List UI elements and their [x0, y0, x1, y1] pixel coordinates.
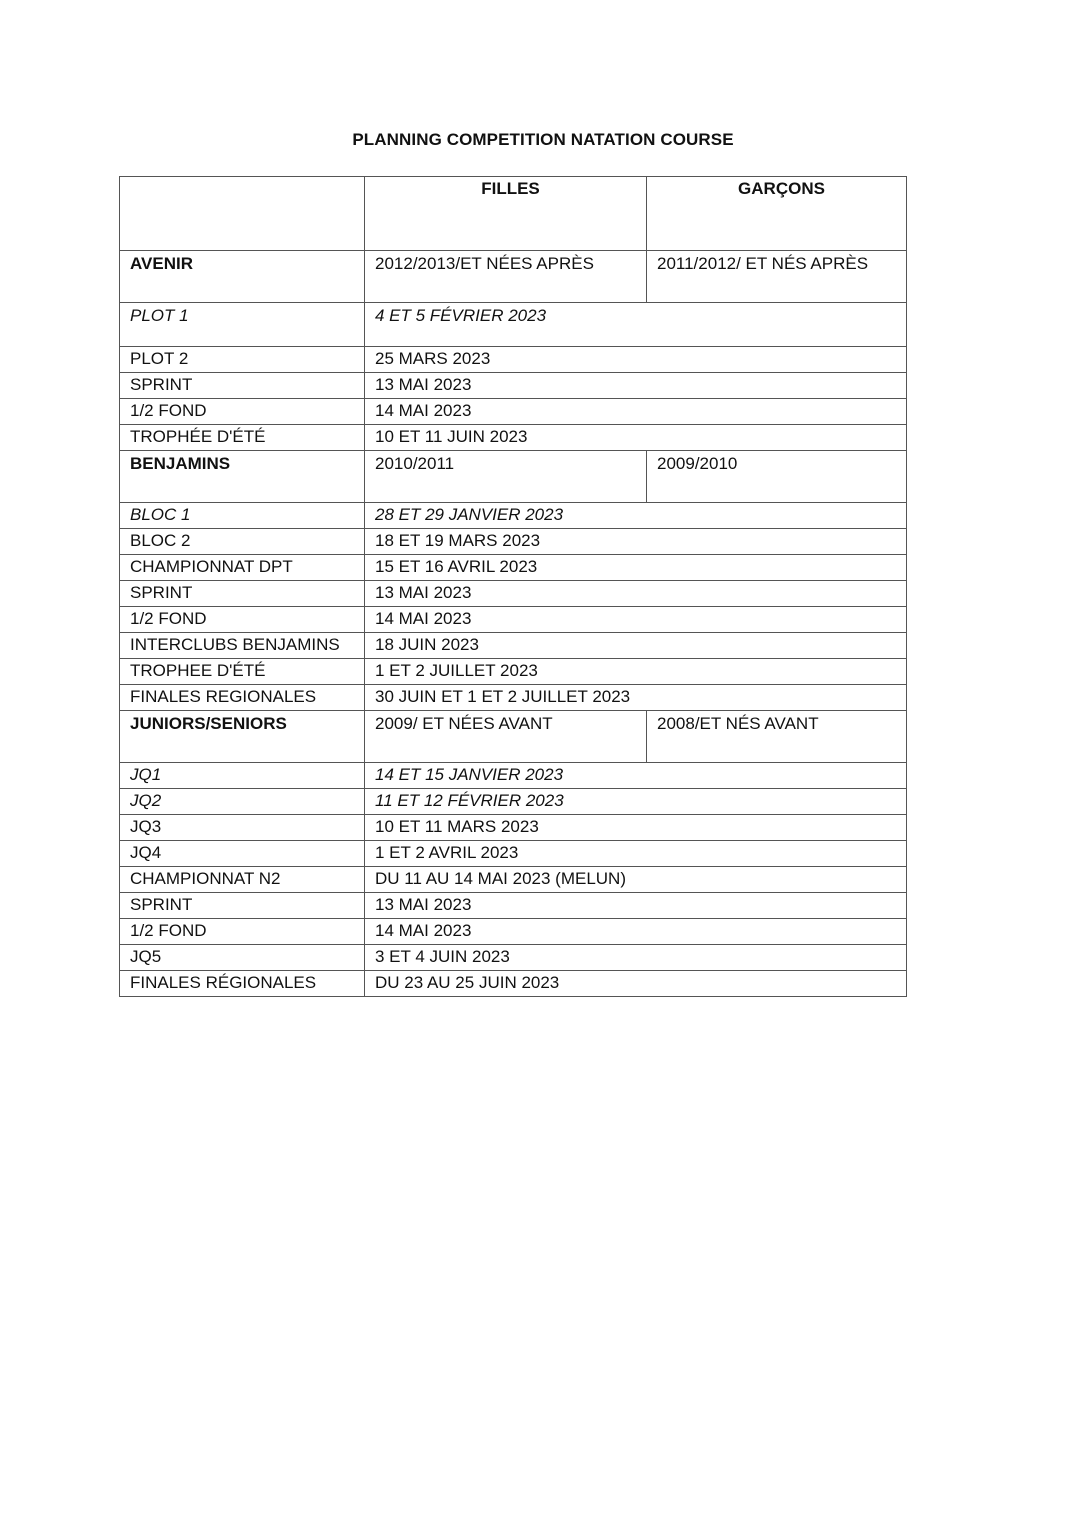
event-name: PLOT 1: [120, 303, 365, 347]
event-name: 1/2 FOND: [120, 607, 365, 633]
event-name: 1/2 FOND: [120, 399, 365, 425]
event-name: BLOC 2: [120, 529, 365, 555]
event-row: [120, 373, 907, 399]
event-row: [120, 581, 907, 607]
event-row: [120, 867, 907, 893]
event-row: [120, 919, 907, 945]
header-corner-cell: [120, 177, 365, 251]
event-row: [120, 399, 907, 425]
event-name: CHAMPIONNAT DPT: [120, 555, 365, 581]
category-row: [120, 711, 907, 763]
event-date: 28 ET 29 JANVIER 2023: [365, 503, 907, 529]
event-date: 13 MAI 2023: [365, 373, 907, 399]
event-row: [120, 971, 907, 997]
event-row: [120, 633, 907, 659]
event-date: 4 ET 5 FÉVRIER 2023: [365, 303, 907, 347]
event-row: [120, 789, 907, 815]
event-date: 1 ET 2 AVRIL 2023: [365, 841, 907, 867]
header-filles: FILLES: [365, 177, 647, 251]
event-row: [120, 347, 907, 373]
category-filles-years: 2012/2013/ET NÉES APRÈS: [365, 251, 647, 303]
event-row: [120, 841, 907, 867]
header-row: [120, 177, 907, 251]
event-name: SPRINT: [120, 581, 365, 607]
event-name: FINALES REGIONALES: [120, 685, 365, 711]
event-date: 10 ET 11 MARS 2023: [365, 815, 907, 841]
category-name: AVENIR: [120, 251, 365, 303]
event-name: PLOT 2: [120, 347, 365, 373]
category-filles-years: 2009/ ET NÉES AVANT: [365, 711, 647, 763]
event-name: SPRINT: [120, 893, 365, 919]
category-name: BENJAMINS: [120, 451, 365, 503]
event-name: JQ4: [120, 841, 365, 867]
header-garcons: GARÇONS: [647, 177, 907, 251]
event-date: 13 MAI 2023: [365, 893, 907, 919]
event-date: 10 ET 11 JUIN 2023: [365, 425, 907, 451]
page-title: PLANNING COMPETITION NATATION COURSE: [352, 130, 734, 149]
event-row: [120, 425, 907, 451]
event-date: 15 ET 16 AVRIL 2023: [365, 555, 907, 581]
event-name: FINALES RÉGIONALES: [120, 971, 365, 997]
event-row: [120, 659, 907, 685]
event-date: 13 MAI 2023: [365, 581, 907, 607]
event-row: [120, 303, 907, 347]
event-row: [120, 607, 907, 633]
category-garcons-years: 2011/2012/ ET NÉS APRÈS: [647, 251, 907, 303]
event-row: [120, 555, 907, 581]
event-name: JQ2: [120, 789, 365, 815]
event-name: CHAMPIONNAT N2: [120, 867, 365, 893]
category-row: [120, 251, 907, 303]
event-name: JQ5: [120, 945, 365, 971]
competition-planning-table: [119, 176, 907, 997]
event-date: 14 ET 15 JANVIER 2023: [365, 763, 907, 789]
event-date: 11 ET 12 FÉVRIER 2023: [365, 789, 907, 815]
event-date: DU 23 AU 25 JUIN 2023: [365, 971, 907, 997]
event-name: TROPHÉE D'ÉTÉ: [120, 425, 365, 451]
category-filles-years: 2010/2011: [365, 451, 647, 503]
event-name: BLOC 1: [120, 503, 365, 529]
event-row: [120, 815, 907, 841]
category-garcons-years: 2009/2010: [647, 451, 907, 503]
event-date: 3 ET 4 JUIN 2023: [365, 945, 907, 971]
event-name: SPRINT: [120, 373, 365, 399]
event-row: [120, 945, 907, 971]
event-date: 14 MAI 2023: [365, 919, 907, 945]
event-row: [120, 763, 907, 789]
event-date: 25 MARS 2023: [365, 347, 907, 373]
event-name: 1/2 FOND: [120, 919, 365, 945]
category-name: JUNIORS/SENIORS: [120, 711, 365, 763]
category-garcons-years: 2008/ET NÉS AVANT: [647, 711, 907, 763]
event-row: [120, 529, 907, 555]
event-date: 18 JUIN 2023: [365, 633, 907, 659]
event-date: 14 MAI 2023: [365, 607, 907, 633]
event-row: [120, 685, 907, 711]
event-row: [120, 503, 907, 529]
event-date: 14 MAI 2023: [365, 399, 907, 425]
event-date: DU 11 AU 14 MAI 2023 (MELUN): [365, 867, 907, 893]
event-date: 30 JUIN ET 1 ET 2 JUILLET 2023: [365, 685, 907, 711]
event-name: TROPHEE D'ÉTÉ: [120, 659, 365, 685]
event-name: INTERCLUBS BENJAMINS: [120, 633, 365, 659]
event-date: 1 ET 2 JUILLET 2023: [365, 659, 907, 685]
event-name: JQ3: [120, 815, 365, 841]
event-date: 18 ET 19 MARS 2023: [365, 529, 907, 555]
event-name: JQ1: [120, 763, 365, 789]
category-row: [120, 451, 907, 503]
event-row: [120, 893, 907, 919]
